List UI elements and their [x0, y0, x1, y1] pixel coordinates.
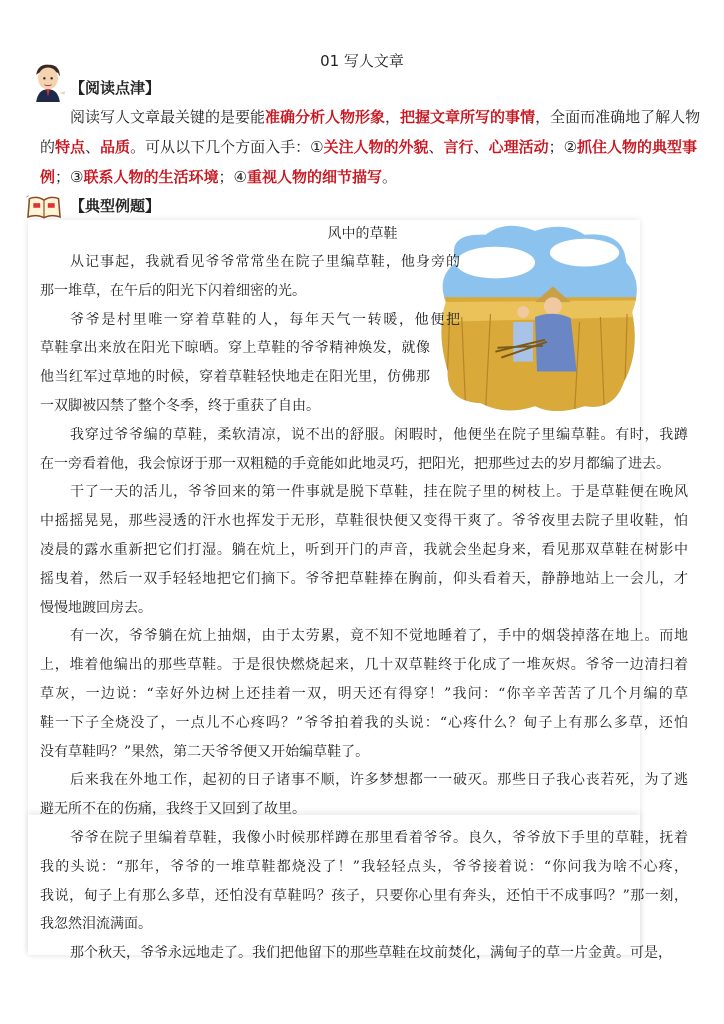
story-line: 中摇摇晃晃，那些浸透的汗水也挥发于无形，草鞋很快便又变得干爽了。爷爷夜里去院子里收鞋，怕 [40, 513, 688, 530]
intro-text: ；③ [55, 168, 84, 186]
story-line: 他当红军过草地的时候，穿着草鞋轻快地走在阳光里，仿佛那 [40, 369, 430, 386]
story-line: 一双脚被囚禁了整个冬季，终于重获了自由。 [40, 397, 320, 414]
story-line: 摇曳着，然后一双手轻轻地把它们摘下。爷爷把草鞋捧在胸前，仰头看着天，静静地站上一会儿，才 [40, 570, 688, 587]
intro-text: ；② [548, 138, 578, 156]
story-body [40, 248, 688, 968]
story-line: 那个秋天，爷爷永远地走了。我们把他留下的那些草鞋在坟前焚化，满甸子的草一片金黄。可是， [70, 945, 672, 962]
intro-text: 。可从以下几个方面入手：① [130, 138, 324, 156]
story-line: 我说，甸子上有那么多草，还怕没有草鞋吗？孩子，只要你心里有奔头，还怕干不成事吗？”那一刻， [40, 887, 688, 904]
open-book-icon [22, 194, 66, 220]
page-title: 01 写人文章 [320, 52, 404, 70]
reading-tips-text [40, 102, 701, 192]
intro-line [40, 102, 701, 132]
story-line: 凌晨的露水重新把它们打湿。躺在炕上，听到开门的声音，我就会坐起身来，看见那双草鞋在树影中 [40, 541, 688, 558]
story-line: 没有草鞋吗？”果然，第二天爷爷便又开始编草鞋了。 [40, 743, 370, 760]
story-line: 后来我在外地工作，起初的日子诸事不顺，许多梦想都一一破灭。那些日子我心丧若死，为了逃 [70, 772, 688, 789]
story-line: 有一次，爷爷躺在炕上抽烟，由于太劳累，竟不知不觉地睡着了，手中的烟袋掉落在地上。而地 [70, 628, 688, 645]
intro-text: ；④ [218, 168, 247, 186]
emphasis-text: 言行 [443, 138, 474, 156]
intro-text: 的 [40, 138, 56, 156]
emphasis-text: 抓住人物的典型事 [577, 138, 698, 156]
emphasis-text: 关注人物的外貌 [323, 138, 429, 156]
story-line: 那一堆草，在午后的阳光下闪着细密的光。 [40, 282, 306, 299]
emphasis-text: 品质 [100, 138, 131, 156]
intro-text: ，全面而准确地了解人物 [535, 108, 701, 126]
intro-text: ， [385, 108, 401, 126]
section-heading-reading-tips: 【阅读点津】 [70, 79, 161, 97]
story-line: 避无所不在的伤痛，我终于又回到了故里。 [40, 801, 306, 818]
intro-text: 、 [473, 138, 489, 156]
intro-line [40, 132, 698, 162]
emphasis-text: 特点 [55, 138, 86, 156]
story-line: 上，堆着他编出的那些草鞋。于是很快燃烧起来，几十双草鞋终于化成了一堆灰烬。爷爷一边清扫着 [40, 657, 688, 674]
story-line: 我忽然泪流满面。 [40, 916, 152, 933]
emphasis-text: 重视人物的细节描写 [246, 168, 382, 186]
emphasis-text: 准确分析人物形象 [265, 108, 386, 126]
intro-text: 。 [381, 168, 397, 186]
emphasis-text: 把握文章所写的事情 [400, 108, 536, 126]
story-line: 慢慢地踱回房去。 [40, 599, 152, 616]
emphasis-text: 例 [40, 168, 56, 186]
story-title: 风中的草鞋 [327, 226, 398, 242]
story-line: 在一旁看着他，我会惊讶于那一双粗糙的手竟能如此地灵巧，把阳光，把那些过去的岁月都编了进去。 [40, 455, 670, 472]
story-line: 我的头说：“那年，爷爷的一堆草鞋都烧没了！”我轻轻点头，爷爷接着说：“你问我为啥不心疼， [40, 858, 688, 875]
story-line: 我穿过爷爷编的草鞋，柔软清凉，说不出的舒服。闲暇时，他便坐在院子里编草鞋。有时，我蹲 [70, 426, 688, 443]
story-line: 爷爷是村里唯一穿着草鞋的人，每年天气一转暖，他便把 [70, 311, 460, 328]
intro-line [40, 162, 684, 192]
story-line: 干了一天的活儿，爷爷回来的第一件事就是脱下草鞋，挂在院子里的树枝上。于是草鞋便在晚风 [70, 484, 688, 501]
teacher-avatar-icon [30, 62, 66, 102]
story-line: 从记事起，我就看见爷爷常常坐在院子里编草鞋，他身旁的 [70, 254, 460, 270]
intro-text: 阅读写人文章最关键的是要能 [70, 108, 266, 126]
emphasis-text: 心理活动 [488, 138, 549, 156]
emphasis-text: 联系人物的生活环境 [83, 168, 219, 186]
story-line: 草鞋拿出来放在阳光下晾晒。穿上草鞋的爷爷精神焕发，就像 [40, 340, 430, 357]
story-line: 爷爷在院子里编着草鞋，我像小时候那样蹲在那里看着爷爷。良久，爷爷放下手里的草鞋，抚着 [70, 829, 688, 846]
intro-text: 、 [428, 138, 444, 156]
section-heading-example: 【典型例题】 [70, 197, 161, 215]
intro-text: 、 [85, 138, 101, 156]
story-line: 鞋一下子全烧没了，一点儿不心疼吗？”爷爷拍着我的头说：“心疼什么？甸子上有那么多草，还怕 [40, 714, 688, 731]
story-line: 草灰，一边说：“幸好外边树上还挂着一双，明天还有得穿！”我问：“你辛辛苦苦了几个月编的草 [40, 685, 688, 702]
